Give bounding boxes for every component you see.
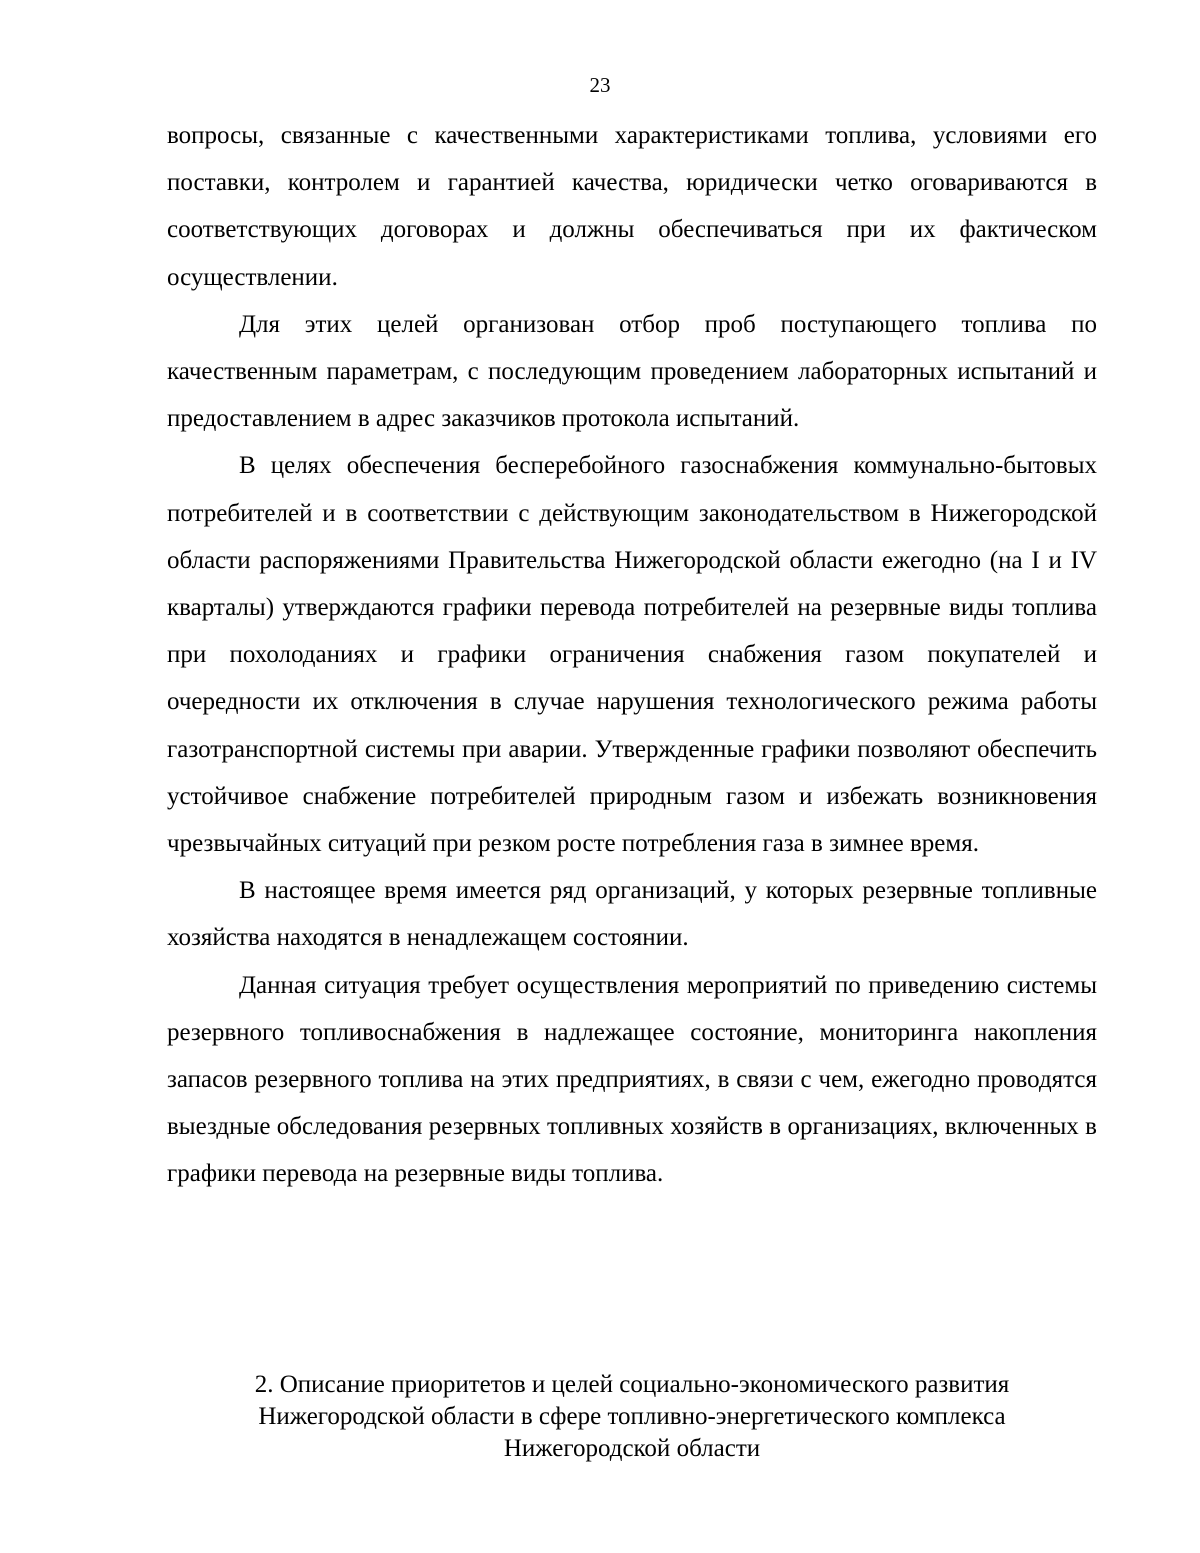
paragraph: В целях обеспечения бесперебойного газоснабжения коммунально-бытовых потребителей и в соответствии с действующим законодательством в Нижегородской области распоряжениями Правительства Нижегородской области ежегодно (на I и IV кварталы) утверждаются графики перевода потребителей на резервные виды топлива при похолоданиях и графики ограничения снабжения газом покупателей и очередности их отключения в случае нарушения технологического режима работы газотранспортной системы при аварии. Утвержденные графики позволяют обеспечить устойчивое снабжение потребителей природным газом и избежать возникновения чрезвычайных ситуаций при резком росте потребления газа в зимнее время. [167,452,1097,858]
paragraph: В настоящее время имеется ряд организаций, у которых резервные топливные хозяйства находятся в ненадлежащем состоянии. [167,877,1097,952]
section-heading-line: Нижегородской области [503,1435,761,1462]
section-heading [167,1369,1097,1465]
paragraph-continuation: вопросы, связанные с качественными характеристиками топлива, условиями его поставки, контролем и гарантией качества, юридически четко оговариваются в соответствующих договорах и должны обеспечиваться при их фактическом осуществлении. [167,122,1097,291]
section-heading-line: Нижегородской области в сфере топливно-энергетического комплекса [258,1403,1006,1430]
page-number: 23 [589,73,611,97]
document-body [167,112,1097,1198]
paragraph: Для этих целей организован отбор проб поступающего топлива по качественным параметрам, с последующим проведением лабораторных испытаний и предоставлением в адрес заказчиков протокола испытаний. [167,310,1097,433]
section-heading-line: 2. Описание приоритетов и целей социально-экономического развития [254,1371,1010,1398]
paragraph: Данная ситуация требует осуществления мероприятий по приведению системы резервного топливоснабжения в надлежащее состояние, мониторинга накопления запасов резервного топлива на этих предприятиях, в связи с чем, ежегодно проводятся выездные обследования резервных топливных хозяйств в организациях, включенных в графики перевода на резервные виды топлива. [167,971,1097,1188]
